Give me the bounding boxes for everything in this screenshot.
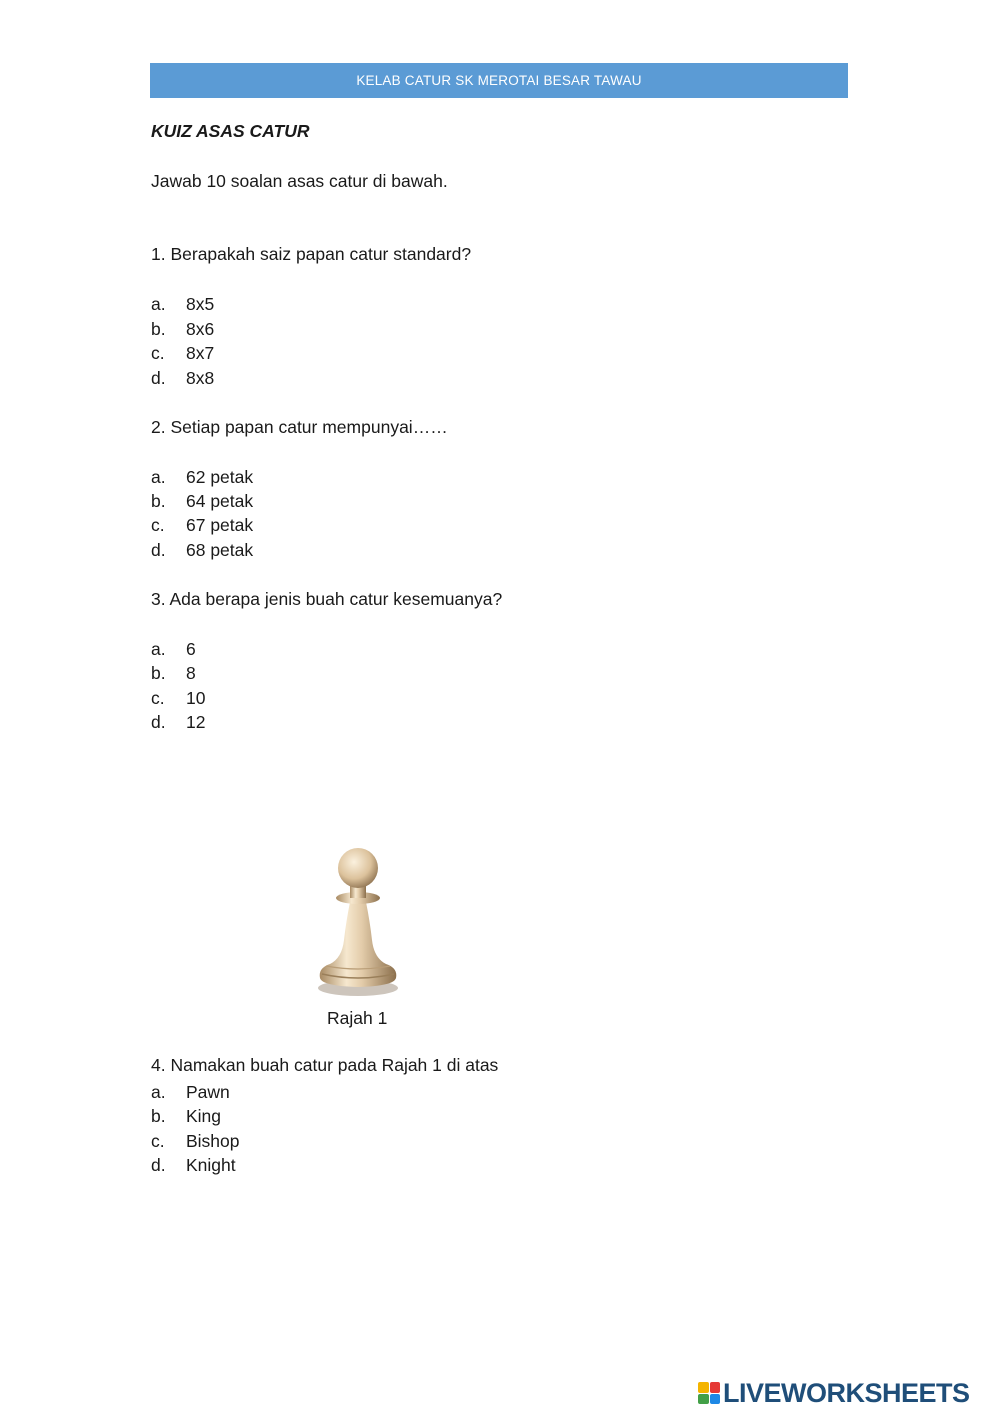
- question-1: 1. Berapakah saiz papan catur standard?: [151, 244, 472, 264]
- option-text: 8x6: [186, 319, 215, 339]
- option-letter: a.: [151, 294, 166, 314]
- option-text: 8: [186, 663, 196, 683]
- brand-text: LIVEWORKSHEETS: [723, 1377, 970, 1408]
- header-text: KELAB CATUR SK MEROTAI BESAR TAWAU: [356, 73, 642, 88]
- option-text: 12: [186, 712, 206, 732]
- option-text: Knight: [186, 1155, 236, 1175]
- option-letter: b.: [151, 663, 166, 683]
- option-letter: d.: [151, 1155, 166, 1175]
- option-letter: d.: [151, 712, 166, 732]
- option-letter: a.: [151, 1082, 166, 1102]
- liveworksheets-brand[interactable]: [698, 1378, 970, 1408]
- option-1a[interactable]: [151, 292, 214, 317]
- option-text: 6: [186, 639, 196, 659]
- quiz-intro: Jawab 10 soalan asas catur di bawah.: [151, 171, 448, 191]
- option-letter: b.: [151, 491, 166, 511]
- option-letter: b.: [151, 1106, 166, 1126]
- option-letter: b.: [151, 319, 166, 339]
- chess-pawn-icon: [310, 840, 406, 1000]
- liveworksheets-logo-icon: [698, 1382, 720, 1404]
- header-bar: [150, 63, 848, 98]
- option-text: Bishop: [186, 1131, 240, 1151]
- option-text: 8x8: [186, 368, 215, 388]
- option-2a[interactable]: [151, 465, 253, 490]
- quiz-title: KUIZ ASAS CATUR: [151, 121, 310, 141]
- option-3a[interactable]: [151, 637, 196, 662]
- figure-caption: Rajah 1: [327, 1008, 388, 1028]
- question-3: 3. Ada berapa jenis buah catur kesemuanya?: [151, 589, 503, 609]
- option-1d[interactable]: [151, 366, 214, 391]
- option-1c[interactable]: [151, 341, 214, 366]
- option-4b[interactable]: [151, 1104, 221, 1129]
- option-letter: c.: [151, 1131, 165, 1151]
- option-3d[interactable]: [151, 710, 205, 735]
- option-letter: a.: [151, 639, 166, 659]
- option-text: 8x7: [186, 343, 215, 363]
- question-4: 4. Namakan buah catur pada Rajah 1 di atas: [151, 1055, 499, 1075]
- option-text: 64 petak: [186, 491, 254, 511]
- option-letter: d.: [151, 540, 166, 560]
- option-letter: c.: [151, 688, 165, 708]
- option-3b[interactable]: [151, 661, 196, 686]
- option-2c[interactable]: [151, 513, 253, 538]
- option-3c[interactable]: [151, 686, 205, 711]
- option-text: 62 petak: [186, 467, 254, 487]
- option-letter: c.: [151, 515, 165, 535]
- option-text: 67 petak: [186, 515, 254, 535]
- option-text: 68 petak: [186, 540, 254, 560]
- option-text: 10: [186, 688, 206, 708]
- option-4c[interactable]: [151, 1129, 240, 1154]
- option-letter: a.: [151, 467, 166, 487]
- option-text: King: [186, 1106, 222, 1126]
- option-4a[interactable]: [151, 1080, 230, 1105]
- option-text: 8x5: [186, 294, 215, 314]
- option-1b[interactable]: [151, 317, 214, 342]
- option-2b[interactable]: [151, 489, 253, 514]
- option-4d[interactable]: [151, 1153, 236, 1178]
- option-2d[interactable]: [151, 538, 253, 563]
- option-letter: c.: [151, 343, 165, 363]
- question-2: 2. Setiap papan catur mempunyai……: [151, 417, 448, 437]
- option-text: Pawn: [186, 1082, 230, 1102]
- option-letter: d.: [151, 368, 166, 388]
